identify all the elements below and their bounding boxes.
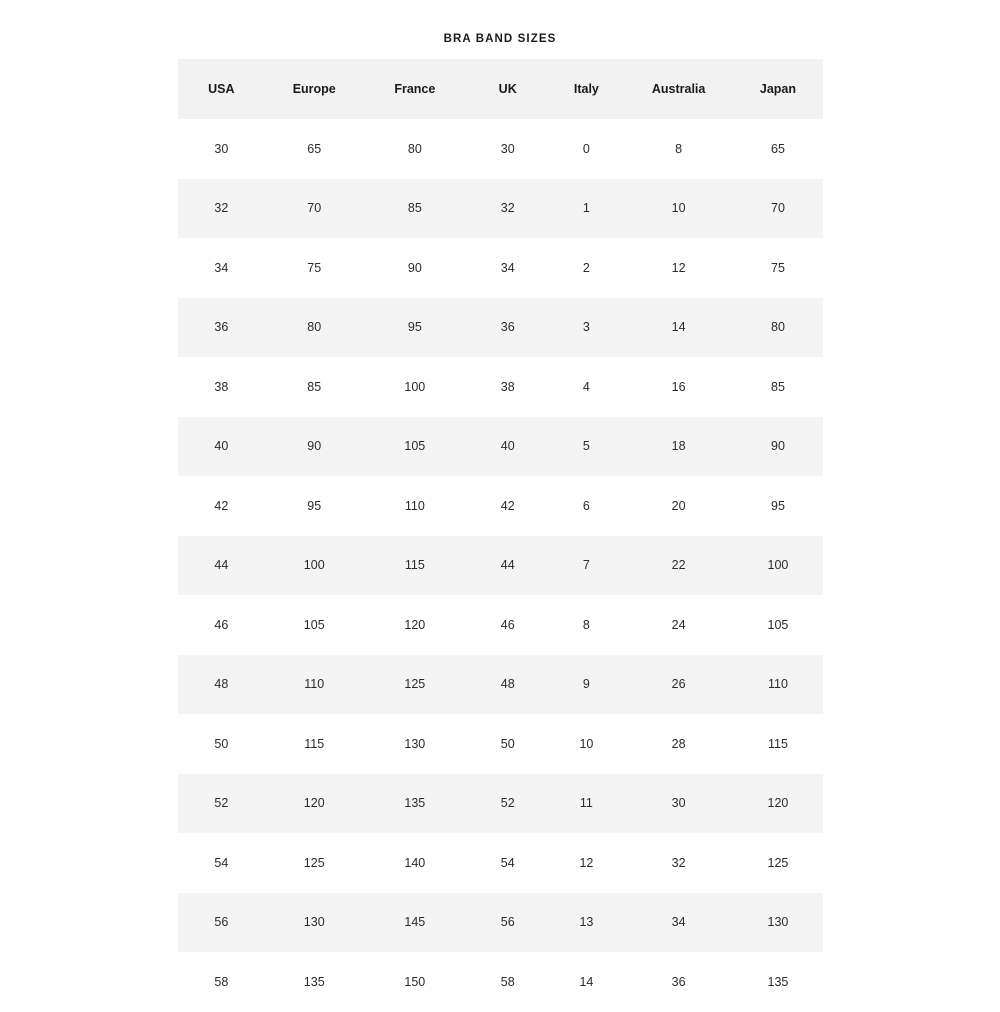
cell-australia: 32: [624, 833, 734, 893]
cell-australia: 18: [624, 417, 734, 477]
cell-japan: 90: [733, 417, 822, 477]
cell-italy: 12: [549, 833, 624, 893]
cell-europe: 90: [265, 417, 363, 477]
cell-europe: 110: [265, 655, 363, 715]
cell-france: 140: [363, 833, 466, 893]
cell-japan: 115: [733, 714, 822, 774]
cell-europe: 120: [265, 774, 363, 834]
size-table-container: [178, 59, 823, 1012]
cell-usa: 56: [178, 893, 266, 953]
table-row: [178, 179, 823, 239]
cell-italy: 14: [549, 952, 624, 1012]
cell-italy: 10: [549, 714, 624, 774]
cell-uk: 44: [466, 536, 549, 596]
column-header-usa: USA: [178, 59, 266, 119]
cell-italy: 9: [549, 655, 624, 715]
cell-australia: 10: [624, 179, 734, 239]
cell-australia: 22: [624, 536, 734, 596]
cell-australia: 36: [624, 952, 734, 1012]
table-row: [178, 655, 823, 715]
column-header-france: France: [363, 59, 466, 119]
table-row: [178, 536, 823, 596]
cell-japan: 85: [733, 357, 822, 417]
cell-australia: 12: [624, 238, 734, 298]
cell-australia: 30: [624, 774, 734, 834]
table-row: [178, 119, 823, 179]
cell-italy: 13: [549, 893, 624, 953]
cell-japan: 75: [733, 238, 822, 298]
cell-italy: 4: [549, 357, 624, 417]
cell-japan: 95: [733, 476, 822, 536]
cell-france: 145: [363, 893, 466, 953]
cell-europe: 95: [265, 476, 363, 536]
cell-uk: 50: [466, 714, 549, 774]
column-header-australia: Australia: [624, 59, 734, 119]
cell-usa: 32: [178, 179, 266, 239]
cell-europe: 135: [265, 952, 363, 1012]
cell-usa: 54: [178, 833, 266, 893]
cell-france: 130: [363, 714, 466, 774]
cell-europe: 130: [265, 893, 363, 953]
cell-uk: 38: [466, 357, 549, 417]
cell-france: 125: [363, 655, 466, 715]
cell-usa: 36: [178, 298, 266, 358]
cell-uk: 56: [466, 893, 549, 953]
column-header-italy: Italy: [549, 59, 624, 119]
cell-france: 90: [363, 238, 466, 298]
cell-italy: 0: [549, 119, 624, 179]
cell-usa: 38: [178, 357, 266, 417]
cell-italy: 11: [549, 774, 624, 834]
cell-europe: 65: [265, 119, 363, 179]
column-header-europe: Europe: [265, 59, 363, 119]
table-row: [178, 952, 823, 1012]
bra-band-size-table: [178, 59, 823, 1012]
cell-uk: 54: [466, 833, 549, 893]
cell-japan: 105: [733, 595, 822, 655]
cell-japan: 80: [733, 298, 822, 358]
cell-australia: 20: [624, 476, 734, 536]
cell-europe: 70: [265, 179, 363, 239]
table-row: [178, 595, 823, 655]
cell-australia: 34: [624, 893, 734, 953]
cell-france: 95: [363, 298, 466, 358]
cell-usa: 34: [178, 238, 266, 298]
cell-italy: 8: [549, 595, 624, 655]
cell-usa: 50: [178, 714, 266, 774]
cell-usa: 42: [178, 476, 266, 536]
cell-australia: 26: [624, 655, 734, 715]
table-row: [178, 357, 823, 417]
page-title: BRA BAND SIZES: [443, 33, 557, 45]
cell-france: 80: [363, 119, 466, 179]
table-header-row: [178, 59, 823, 119]
cell-france: 85: [363, 179, 466, 239]
cell-italy: 2: [549, 238, 624, 298]
cell-uk: 32: [466, 179, 549, 239]
cell-japan: 125: [733, 833, 822, 893]
cell-japan: 70: [733, 179, 822, 239]
cell-japan: 65: [733, 119, 822, 179]
cell-australia: 8: [624, 119, 734, 179]
cell-australia: 28: [624, 714, 734, 774]
table-row: [178, 417, 823, 477]
cell-usa: 58: [178, 952, 266, 1012]
cell-uk: 48: [466, 655, 549, 715]
cell-uk: 34: [466, 238, 549, 298]
cell-japan: 100: [733, 536, 822, 596]
table-row: [178, 893, 823, 953]
cell-italy: 6: [549, 476, 624, 536]
cell-europe: 85: [265, 357, 363, 417]
cell-italy: 5: [549, 417, 624, 477]
cell-france: 105: [363, 417, 466, 477]
table-row: [178, 714, 823, 774]
table-row: [178, 298, 823, 358]
cell-uk: 52: [466, 774, 549, 834]
cell-europe: 75: [265, 238, 363, 298]
cell-italy: 3: [549, 298, 624, 358]
cell-japan: 120: [733, 774, 822, 834]
cell-usa: 52: [178, 774, 266, 834]
cell-usa: 46: [178, 595, 266, 655]
cell-usa: 44: [178, 536, 266, 596]
cell-japan: 135: [733, 952, 822, 1012]
cell-europe: 100: [265, 536, 363, 596]
cell-australia: 24: [624, 595, 734, 655]
cell-japan: 110: [733, 655, 822, 715]
cell-australia: 14: [624, 298, 734, 358]
cell-uk: 30: [466, 119, 549, 179]
cell-europe: 80: [265, 298, 363, 358]
cell-australia: 16: [624, 357, 734, 417]
cell-uk: 36: [466, 298, 549, 358]
cell-usa: 30: [178, 119, 266, 179]
cell-italy: 7: [549, 536, 624, 596]
cell-uk: 42: [466, 476, 549, 536]
cell-france: 120: [363, 595, 466, 655]
cell-europe: 115: [265, 714, 363, 774]
cell-uk: 40: [466, 417, 549, 477]
cell-france: 150: [363, 952, 466, 1012]
cell-france: 110: [363, 476, 466, 536]
cell-uk: 58: [466, 952, 549, 1012]
table-header: [178, 59, 823, 119]
cell-uk: 46: [466, 595, 549, 655]
column-header-japan: Japan: [733, 59, 822, 119]
cell-france: 115: [363, 536, 466, 596]
table-row: [178, 833, 823, 893]
table-row: [178, 238, 823, 298]
column-header-uk: UK: [466, 59, 549, 119]
cell-france: 100: [363, 357, 466, 417]
cell-usa: 48: [178, 655, 266, 715]
cell-japan: 130: [733, 893, 822, 953]
cell-france: 135: [363, 774, 466, 834]
cell-europe: 105: [265, 595, 363, 655]
table-row: [178, 774, 823, 834]
cell-italy: 1: [549, 179, 624, 239]
table-row: [178, 476, 823, 536]
cell-usa: 40: [178, 417, 266, 477]
table-body: [178, 119, 823, 1012]
cell-europe: 125: [265, 833, 363, 893]
